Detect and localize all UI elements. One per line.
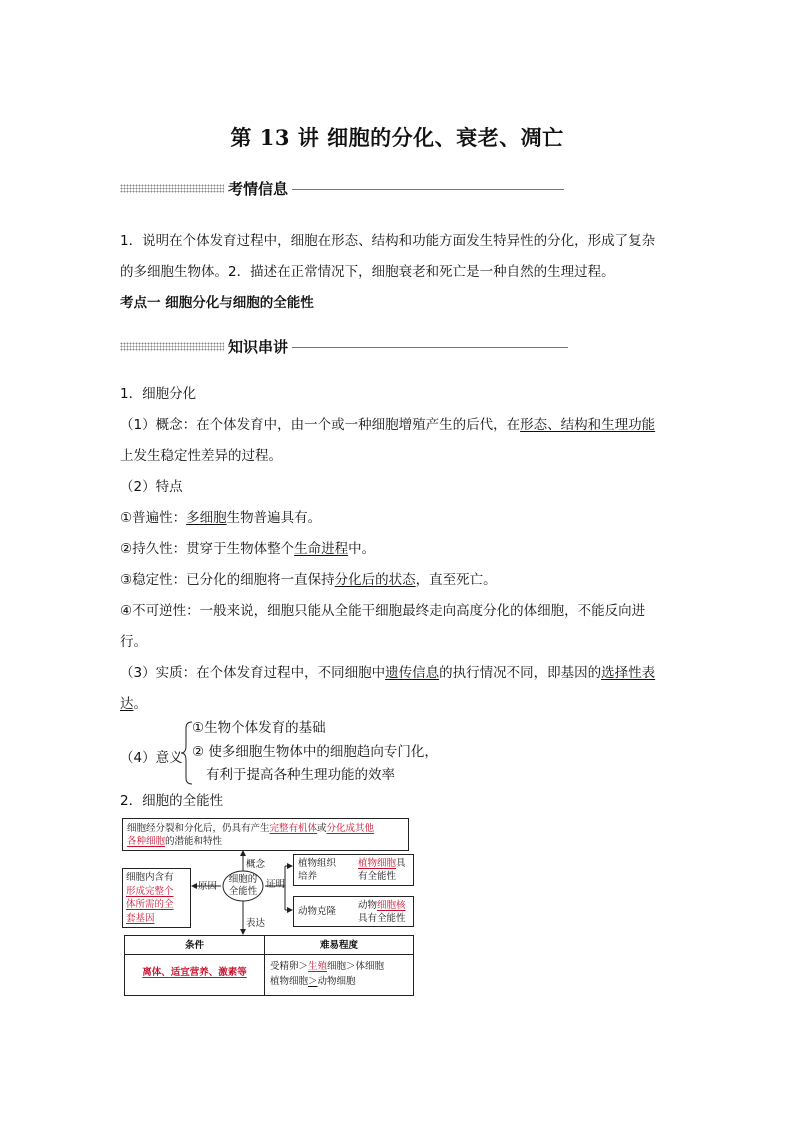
feature-2: ②持久性：贯穿于生物体整个生命进程中。 — [120, 541, 376, 557]
feature-4: ④不可逆性：一般来说，细胞只能从全能干细胞最终走向高度分化的体细胞，不能反向进 — [120, 603, 646, 619]
page-title: 第 13 讲 细胞的分化、衰老、凋亡 — [230, 125, 564, 150]
section-rule — [292, 189, 564, 190]
essence-line-2: 达。 — [120, 696, 147, 712]
heading-totipotency: 2．细胞的全能性 — [120, 793, 224, 809]
condition-table — [124, 935, 414, 996]
concept-line-2: 上发生稳定性差异的过程。 — [120, 448, 282, 464]
label-expression: 表达 — [246, 918, 266, 929]
animal-proof-box: 动物克隆 动物细胞核 具有全能性 — [293, 896, 414, 927]
section-header-exam-info — [120, 180, 450, 198]
kaodian-heading: 考点一 细胞分化与细胞的全能性 — [120, 295, 314, 311]
label-concept: 概念 — [246, 859, 266, 870]
essence-line: （3）实质：在个体发育过程中，不同细胞中遗传信息的执行情况不同，即基因的选择性表 — [120, 665, 656, 681]
feature-4-cont: 行。 — [120, 634, 147, 650]
plant-proof-box: 植物组织 培养 植物细胞具 有全能性 — [293, 854, 414, 886]
table-difficulty-value: 受精卵＞生殖细胞＞体细胞 植物细胞＞动物细胞 — [270, 961, 385, 987]
section-rule — [292, 347, 568, 348]
concept-line: （1）概念：在个体发育中，由一个或一种细胞增殖产生的后代，在形态、结构和生理功能 — [120, 417, 656, 433]
section-header-knowledge — [120, 338, 450, 356]
dotted-decoration — [120, 342, 224, 351]
features-heading: （2）特点 — [120, 479, 183, 495]
meaning-item-1: ①生物个体发育的基础 — [192, 720, 326, 736]
heading-cell-differentiation: 1．细胞分化 — [120, 386, 197, 402]
meaning-item-3: 有利于提高各种生理功能的效率 — [206, 767, 395, 783]
exam-info-line-1: 1．说明在个体发育过程中，细胞在形态、结构和功能方面发生特异性的分化，形成了复杂 — [120, 233, 656, 249]
concept-box: 细胞经分裂和分化后，仍具有产生完整有机体或分化成其他 各种细胞的潜能和特性 — [122, 818, 409, 851]
exam-info-line-2: 的多细胞生物体。2．描述在正常情况下，细胞衰老和死亡是一种自然的生理过程。 — [120, 264, 615, 280]
dotted-decoration — [120, 184, 224, 193]
exam-info-paragraph — [120, 226, 675, 288]
label-reason: 原因 — [198, 881, 218, 892]
totipotency-diagram — [122, 818, 414, 996]
center-circle-text: 细胞的 全能性 — [228, 874, 258, 897]
feature-3: ③稳定性：已分化的细胞将一直保持分化后的状态，直至死亡。 — [120, 572, 497, 588]
section-label: 知识串讲 — [228, 338, 289, 356]
table-header-condition: 条件 — [184, 940, 204, 951]
table-condition-value: 离体、适宜营养、激素等 — [142, 967, 247, 978]
table-header-difficulty: 难易程度 — [319, 940, 358, 951]
section-label: 考情信息 — [228, 180, 289, 198]
reason-box: 细胞内含有 形成完整个 体所需的全 套基因 — [122, 868, 191, 928]
meaning-label: （4）意义 — [120, 750, 183, 766]
feature-1: ①普遍性：多细胞生物普遍具有。 — [120, 510, 322, 526]
label-proof: 证明 — [266, 879, 286, 890]
knowledge-content — [120, 379, 675, 720]
meaning-item-2: ② 使多细胞生物体中的细胞趋向专门化， — [192, 744, 438, 760]
